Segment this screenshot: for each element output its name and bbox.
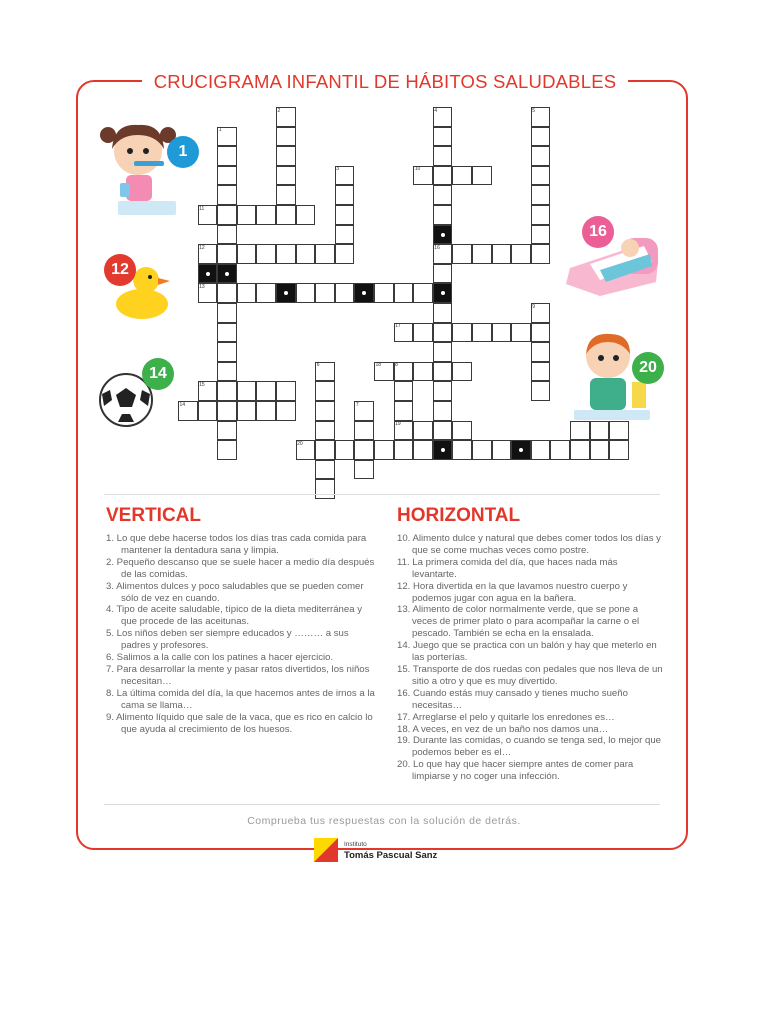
crossword-cell[interactable]: [531, 362, 551, 382]
crossword-cell[interactable]: [315, 440, 335, 460]
crossword-cell[interactable]: [217, 342, 237, 362]
clue-number: 8: [395, 362, 398, 369]
crossword-cell[interactable]: [296, 283, 316, 303]
crossword-cell[interactable]: [217, 166, 237, 186]
clue-number: 12: [199, 244, 205, 251]
crossword-cell[interactable]: [296, 244, 316, 264]
crossword-cell[interactable]: [276, 146, 296, 166]
crossword-cell[interactable]: [433, 362, 453, 382]
clue-item: 7. Para desarrollar la mente y pasar ratos divertidos, los niños necesitan…: [106, 663, 370, 687]
clue-item: 14. Juego que se practica con un balón y hay que meterlo en las porterías.: [397, 640, 657, 664]
clue-item: 16. Cuando estás muy cansado y tienes mucho sueño necesitas…: [397, 687, 628, 711]
crossword-cell[interactable]: [452, 323, 472, 343]
clue-item: 12. Hora divertida en la que lavamos nuestro cuerpo y podemos jugar con agua en la bañera.: [397, 580, 628, 604]
crossword-cell[interactable]: [198, 401, 218, 421]
crossword-cell[interactable]: [590, 440, 610, 460]
crossword-cell[interactable]: [237, 401, 257, 421]
logo-mark-icon: [314, 838, 338, 862]
crossword-cell[interactable]: [550, 440, 570, 460]
clue-number: 2: [277, 107, 281, 114]
clue-item: 15. Transporte de dos ruedas con pedales que nos lleva de un sitio a otro y que es muy divertido.: [397, 663, 663, 687]
crossword-cell[interactable]: [413, 440, 433, 460]
crossword-cell[interactable]: [315, 460, 335, 480]
crossword-cell[interactable]: [531, 166, 551, 186]
clue-item: 13. Alimento de color normalmente verde, que se pone a veces de primer plato o para acompañar la carne o el pescado. También se echa en la ensalada.: [397, 604, 640, 640]
crossword-cell[interactable]: [433, 401, 453, 421]
clue-number: 5: [532, 107, 536, 114]
crossword-cell[interactable]: [354, 460, 374, 480]
crossword-cell[interactable]: [452, 362, 472, 382]
clue-item: 19. Durante las comidas, o cuando se tenga sed, lo mejor que podemos beber es el…: [397, 735, 661, 759]
clue-number: 10: [414, 166, 421, 173]
crossword-cell[interactable]: [315, 283, 335, 303]
crossword-cell[interactable]: [394, 401, 414, 421]
crossword-cell[interactable]: [315, 401, 335, 421]
crossword-black-cell: [354, 283, 374, 303]
crossword-cell[interactable]: [609, 440, 629, 460]
crossword-cell[interactable]: [315, 479, 335, 499]
crossword-cell[interactable]: [217, 421, 237, 441]
crossword-cell[interactable]: [335, 185, 355, 205]
horizontal-clues-list: [397, 533, 665, 783]
crossword-cell[interactable]: [413, 421, 433, 441]
clue-item: 6. Salimos a la calle con los patines a hacer ejercicio.: [106, 652, 334, 664]
crossword-cell[interactable]: [276, 166, 296, 186]
crossword-cell[interactable]: [433, 421, 453, 441]
crossword-cell[interactable]: [237, 283, 257, 303]
clue-number: 3: [336, 166, 340, 173]
crossword-cell[interactable]: [511, 244, 531, 264]
clue-number: 9: [532, 303, 536, 310]
divider-bottom: [104, 804, 660, 805]
crossword-cell[interactable]: [335, 244, 355, 264]
crossword-cell[interactable]: [472, 166, 492, 186]
crossword-cell[interactable]: [531, 146, 551, 166]
crossword-cell[interactable]: [531, 225, 551, 245]
crossword-cell[interactable]: [354, 421, 374, 441]
crossword-cell[interactable]: [433, 440, 453, 460]
clue-item: 8. La última comida del día, la que hacemos antes de irnos a la cama se llama…: [106, 687, 375, 711]
clue-number: 17: [395, 323, 401, 330]
crossword-cell[interactable]: [413, 323, 433, 343]
crossword-cell[interactable]: [492, 244, 512, 264]
crossword-cell[interactable]: [276, 244, 296, 264]
clue-number: 11: [199, 205, 205, 212]
crossword-cell[interactable]: [276, 127, 296, 147]
crossword-cell[interactable]: [452, 421, 472, 441]
crossword-cell[interactable]: [492, 440, 512, 460]
crossword-cell[interactable]: [276, 381, 296, 401]
crossword-cell[interactable]: [394, 381, 414, 401]
logo-line2: Tomás Pascual Sanz: [344, 850, 438, 861]
badge-1: 1: [167, 136, 199, 168]
crossword-cell[interactable]: [472, 323, 492, 343]
clue-number: 1: [218, 127, 222, 134]
crossword-cell[interactable]: [237, 205, 257, 225]
crossword-black-cell: [276, 283, 296, 303]
crossword-cell[interactable]: [472, 440, 492, 460]
vertical-heading: VERTICAL: [106, 505, 201, 526]
crossword-black-cell: [217, 264, 237, 284]
crossword-cell[interactable]: [433, 303, 453, 323]
institute-logo: [314, 838, 454, 864]
crossword-cell[interactable]: [511, 323, 531, 343]
crossword-cell[interactable]: [531, 440, 551, 460]
crossword-cell[interactable]: [433, 146, 453, 166]
clue-number: 6: [316, 362, 320, 369]
crossword-cell[interactable]: [217, 185, 237, 205]
crossword-cell[interactable]: [433, 166, 453, 186]
badge-16: 16: [582, 216, 614, 248]
clue-item: 4. Tipo de aceite saludable, típico de la dieta mediterránea y que procede de las aceitunas.: [106, 604, 362, 628]
clue-number: 18: [375, 362, 382, 369]
clue-number: 16: [434, 244, 440, 251]
crossword-cell[interactable]: [433, 127, 453, 147]
crossword-cell[interactable]: [256, 244, 276, 264]
horizontal-heading: HORIZONTAL: [397, 505, 521, 526]
crossword-cell[interactable]: [531, 244, 551, 264]
crossword-cell[interactable]: [354, 440, 374, 460]
crossword-cell[interactable]: [433, 342, 453, 362]
crossword-cell[interactable]: [374, 283, 394, 303]
clue-item: 11. La primera comida del día, que haces nada más levantarte.: [397, 556, 618, 580]
clue-item: 2. Pequeño descanso que se suele hacer a medio día después de las comidas.: [106, 556, 375, 580]
girl-brushing-teeth-illustration: [90, 115, 185, 220]
crossword-cell[interactable]: [217, 440, 237, 460]
crossword-cell[interactable]: [531, 381, 551, 401]
clue-number: 4: [434, 107, 438, 114]
crossword-cell[interactable]: [315, 244, 335, 264]
crossword-cell[interactable]: [570, 440, 590, 460]
crossword-cell[interactable]: [472, 244, 492, 264]
crossword-cell[interactable]: [237, 381, 257, 401]
crossword-cell[interactable]: [256, 381, 276, 401]
crossword-cell[interactable]: [276, 185, 296, 205]
clue-item: 1. Lo que debe hacerse todos los días tras cada comida para mantener la dentadura sana y limpia.: [106, 533, 367, 556]
crossword-cell[interactable]: [256, 205, 276, 225]
crossword-cell[interactable]: [256, 283, 276, 303]
crossword-cell[interactable]: [335, 225, 355, 245]
clue-item: 17. Arreglarse el pelo y quitarle los enredones es…: [397, 711, 615, 723]
crossword-cell[interactable]: [237, 244, 257, 264]
clue-number: 7: [355, 401, 359, 408]
crossword-cell[interactable]: [433, 185, 453, 205]
clue-item: 3. Alimentos dulces y poco saludables que se pueden comer sólo de vez en cuando.: [106, 580, 364, 604]
crossword-cell[interactable]: [433, 323, 453, 343]
check-answers-note: Comprueba tus respuestas con la solución de detrás.: [247, 815, 521, 827]
crossword-cell[interactable]: [531, 342, 551, 362]
crossword-cell[interactable]: [217, 146, 237, 166]
crossword-cell[interactable]: [394, 440, 414, 460]
crossword-cell[interactable]: [433, 381, 453, 401]
crossword-black-cell: [198, 264, 218, 284]
crossword-cell[interactable]: [276, 205, 296, 225]
crossword-cell[interactable]: [217, 205, 237, 225]
clue-number: 15: [199, 381, 205, 388]
crossword-cell[interactable]: [335, 440, 355, 460]
crossword-cell[interactable]: [452, 440, 472, 460]
crossword-cell[interactable]: [531, 323, 551, 343]
clue-item: 9. Alimento líquido que sale de la vaca, que es rico en calcio lo que ayuda al crecimiento de los huesos.: [106, 711, 373, 735]
crossword-cell[interactable]: [315, 381, 335, 401]
clue-item: 10. Alimento dulce y natural que debes comer todos los días y que se come muchas veces como postre.: [397, 533, 661, 556]
crossword-cell[interactable]: [413, 362, 433, 382]
clue-number: 20: [297, 440, 303, 447]
crossword-cell[interactable]: [335, 205, 355, 225]
crossword-cell[interactable]: [217, 303, 237, 323]
crossword-cell[interactable]: [531, 127, 551, 147]
crossword-cell[interactable]: [217, 362, 237, 382]
crossword-cell[interactable]: [276, 401, 296, 421]
crossword-cell[interactable]: [335, 283, 355, 303]
crossword-cell[interactable]: [217, 225, 237, 245]
crossword-cell[interactable]: [315, 421, 335, 441]
crossword-cell[interactable]: [433, 264, 453, 284]
badge-20: 20: [632, 352, 664, 384]
crossword-black-cell: [433, 283, 453, 303]
logo-line1: Instituto: [344, 841, 367, 848]
divider-top: [104, 494, 660, 495]
clue-item: 18. A veces, en vez de un baño nos damos una…: [397, 723, 609, 735]
crossword-black-cell: [433, 225, 453, 245]
crossword-cell[interactable]: [374, 440, 394, 460]
vertical-clues-list: [106, 533, 378, 735]
crossword-black-cell: [511, 440, 531, 460]
crossword-cell[interactable]: [217, 381, 237, 401]
crossword-cell[interactable]: [531, 185, 551, 205]
crossword-cell[interactable]: [394, 283, 414, 303]
crossword-cell[interactable]: [433, 205, 453, 225]
clue-number: 14: [179, 401, 186, 408]
crossword-cell[interactable]: [531, 205, 551, 225]
crossword-cell[interactable]: [452, 244, 472, 264]
crossword-cell[interactable]: [217, 401, 237, 421]
crossword-cell[interactable]: [217, 244, 237, 264]
crossword-cell[interactable]: [217, 323, 237, 343]
crossword-cell[interactable]: [256, 401, 276, 421]
badge-14: 14: [142, 358, 174, 390]
clue-number: 13: [199, 283, 205, 290]
crossword-cell[interactable]: [296, 205, 316, 225]
clue-item: 20. Lo que hay que hacer siempre antes de comer para limpiarse y no coger una infección.: [397, 759, 634, 783]
crossword-cell[interactable]: [413, 283, 433, 303]
crossword-cell[interactable]: [492, 323, 512, 343]
badge-12: 12: [104, 254, 136, 286]
crossword-cell[interactable]: [452, 166, 472, 186]
crossword-cell[interactable]: [217, 283, 237, 303]
clue-number: 19: [395, 421, 401, 428]
clue-item: 5. Los niños deben ser siempre educados y ……… a sus padres y profesores.: [106, 628, 349, 652]
page-title: CRUCIGRAMA INFANTIL DE HÁBITOS SALUDABLES: [142, 70, 628, 94]
